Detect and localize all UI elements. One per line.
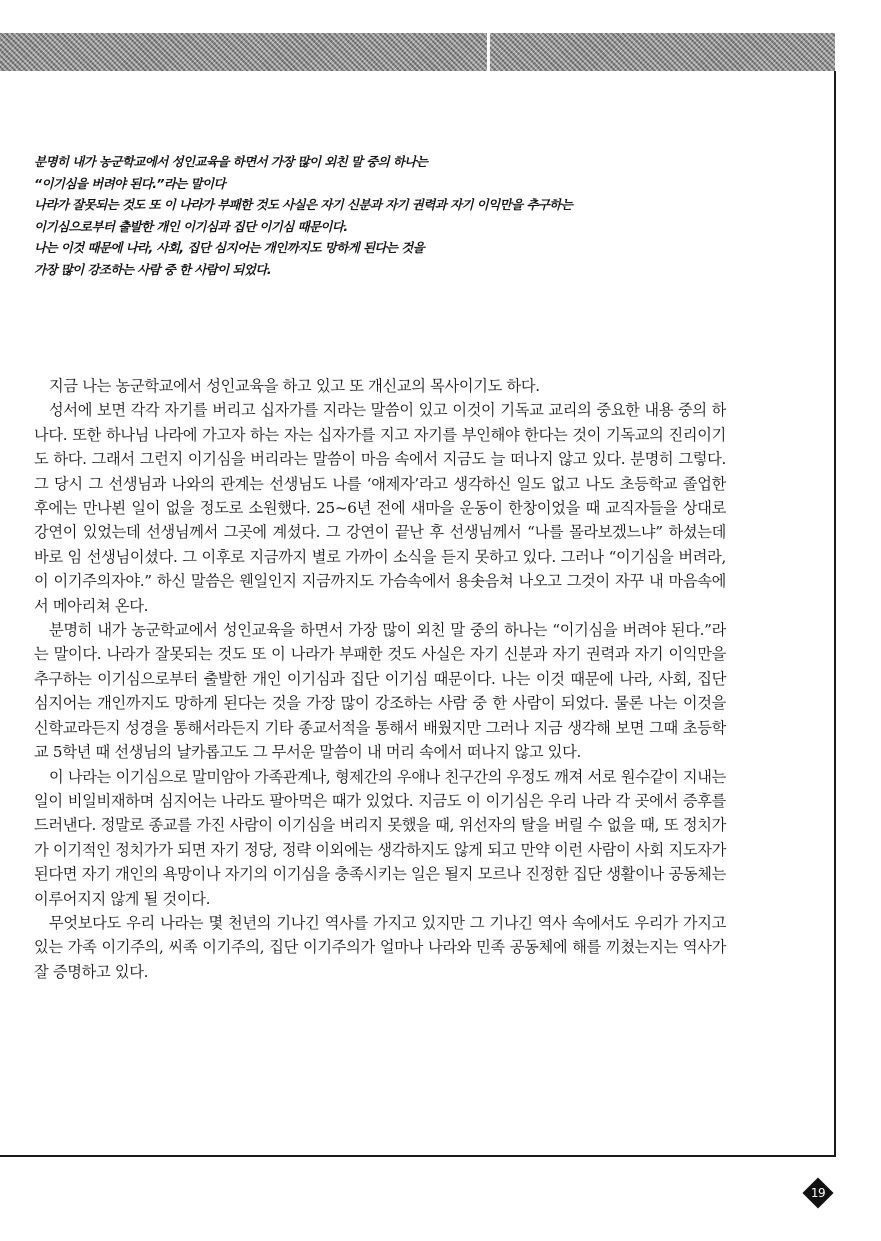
page-number: 19 (810, 1186, 826, 1200)
page-number-badge (802, 1177, 834, 1209)
pull-quote-line: 나라가 잘못되는 것도 또 이 나라가 부패한 것도 사실은 자기 신분과 자기 권력과 자기 이익만을 추구하는 (34, 197, 573, 212)
body-paragraph: 지금 나는 농군학교에서 성인교육을 하고 있고 또 개신교의 목사이기도 하다. (49, 377, 540, 395)
pull-quote-line: “이기심을 버려야 된다.”라는 말이다 (34, 175, 225, 191)
header-band-divider (487, 33, 490, 71)
header-pattern-band (0, 33, 835, 71)
pull-quote-line: 나는 이것 때문에 나라, 사회, 집단 심지어는 개인까지도 망하게 된다는 것을 (34, 240, 425, 255)
pull-quote-line: 가장 많이 강조하는 사람 중 한 사람이 되었다. (34, 261, 271, 277)
body-text (34, 374, 726, 984)
pull-quote (34, 151, 754, 280)
pull-quote-line: 분명히 내가 농군학교에서 성인교육을 하면서 가장 많이 외친 말 중의 하나는 (34, 154, 428, 169)
body-paragraph: 무엇보다도 우리 나라는 몇 천년의 기나긴 역사를 가지고 있지만 그 기나긴 역사 속에서도 우리가 가지고 있는 가족 이기주의, 씨족 이기주의, 집단 이기주의가 얼마나 나라와 민족 공동체에 해를 끼쳤는지는 역사가 잘 증명하고 있다. (34, 913, 726, 981)
right-margin-rule (834, 71, 836, 1156)
bottom-rule (0, 1155, 836, 1157)
body-paragraph: 성서에 보면 각각 자기를 버리고 십자가를 지라는 말씀이 있고 이것이 기독교 교리의 중요한 내용 중의 하나다. 또한 하나님 나라에 가고자 하는 자는 십자가를 지고 자기를 부인해야 한다는 것이 기독교의 진리이기도 하다. 그래서 그런지 이기심을 버리라는 말씀이 마음 속에서 지금도 늘 떠나지 않고 있다. 분명히 그렇다. 그 당시 그 선생님과 나와의 관계는 선생님도 나를 ‘애제자’라고 생각하신 일도 없고 나도 초등학교 졸업한 후에는 만나뵌 일이 없을 정도로 소원했다. 25~6년 전에 새마을 운동이 한창이었을 때 교직자들을 상대로 강연이 있었는데 선생님께서 그곳에 계셨다. 그 강연이 끝난 후 선생님께서 “나를 몰라보겠느냐” 하셨는데 바로 임 선생님이셨다. 그 이후로 지금까지 별로 가까이 소식을 듣지 못하고 있다. 그러나 “이기심을 버려라, 이 이기주의자야.” 하신 말씀은 웬일인지 지금까지도 가슴속에서 용솟음쳐 나오고 그것이 자꾸 내 마음속에서 메아리쳐 온다. (34, 401, 726, 615)
body-paragraph: 분명히 내가 농군학교에서 성인교육을 하면서 가장 많이 외친 말 중의 하나는 “이기심을 버려야 된다.”라는 말이다. 나라가 잘못되는 것도 또 이 나라가 부패한 것도 사실은 자기 신분과 자기 권력과 자기 이익만을 추구하는 이기심으로부터 출발한 개인 이기심과 집단 이기심 때문이다. 나는 이것 때문에 나라, 사회, 집단 심지어는 개인까지도 망하게 된다는 것을 가장 많이 강조하는 사람 중 한 사람이 되었다. 물론 나는 이것을 신학교라든지 성경을 통해서라든지 기타 종교서적을 통해서 배웠지만 그러나 지금 생각해 보면 그때 초등학교 5학년 때 선생님의 날카롭고도 그 무서운 말씀이 내 머리 속에서 떠나지 않고 있다. (34, 621, 726, 762)
body-paragraph: 이 나라는 이기심으로 말미암아 가족관계나, 형제간의 우애나 친구간의 우정도 깨져 서로 원수같이 지내는 일이 비일비재하며 심지어는 나라도 팔아먹은 때가 있었다. 지금도 이 이기심은 우리 나라 각 곳에서 증후를 드러낸다. 정말로 종교를 가진 사람이 이기심을 버리지 못했을 때, 위선자의 탈을 버릴 수 없을 때, 또 정치가가 이기적인 정치가가 되면 자기 정당, 정략 이외에는 생각하지도 않게 되고 만약 이런 사람이 사회 지도자가 된다면 자기 개인의 욕망이나 자기의 이기심을 충족시키는 일은 될지 모르나 진정한 집단 생활이나 공동체는 이루어지지 않게 될 것이다. (34, 767, 726, 908)
pull-quote-line: 이기심으로부터 출발한 개인 이기심과 집단 이기심 때문이다. (34, 218, 348, 234)
